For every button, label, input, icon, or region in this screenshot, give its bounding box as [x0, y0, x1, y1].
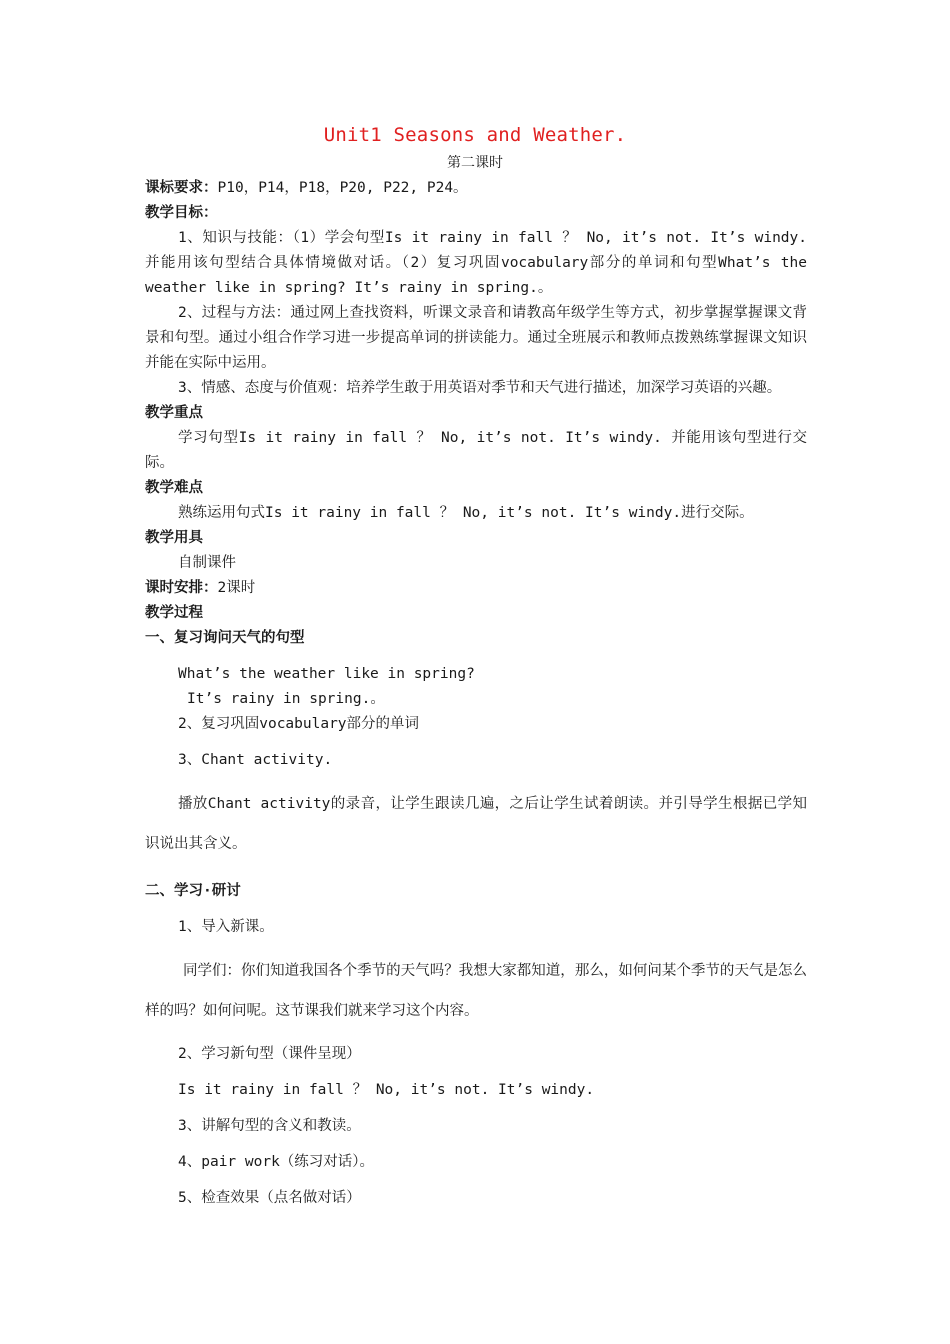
part2-item-4: 4、pair work（练习对话）。 — [178, 1154, 375, 1170]
objective-item-3: 3、情感、态度与价值观：培养学生敢于用英语对季节和天气进行描述，加深学习英语的兴趣。 — [178, 380, 782, 396]
objectives-heading: 教学目标： — [145, 205, 218, 221]
tools-heading: 教学用具 — [145, 530, 203, 546]
part2-heading: 二、学习·研讨 — [145, 883, 241, 899]
part1-item-3: 3、Chant activity. — [178, 752, 333, 768]
schedule-label: 课时安排： — [145, 580, 218, 596]
objective-item-1: 1、知识与技能：（1）学会句型Is it rainy in fall ？ No, it’s not. It’s windy.并能用该句型结合具体情境做对话。（2）复习巩固vocabulary部分的单词和句型What’s the weather like in spring? It’s rainy in spring.。 — [145, 230, 807, 296]
part2-item-2: 2、学习新句型（课件呈现） — [178, 1046, 361, 1062]
difficulties-heading: 教学难点 — [145, 480, 203, 496]
part2-item-5: 5、检查效果（点名做对话） — [178, 1190, 361, 1206]
document-title: Unit1 Seasons and Weather. — [323, 124, 627, 146]
part2-sentence: Is it rainy in fall ？ No, it’s not. It’s windy. — [178, 1082, 595, 1098]
part2-item-1: 1、导入新课。 — [178, 919, 274, 935]
objective-item-2: 2、过程与方法：通过网上查找资料，听课文录音和请教高年级学生等方式，初步掌握掌握课文背景和句型。通过小组合作学习进一步提高单词的拼读能力。通过全班展示和教师点拨熟练掌握课文知识并能在实际中运用。 — [145, 305, 807, 371]
schedule-line — [145, 576, 807, 601]
document-body — [145, 176, 807, 1211]
key-points-text: 学习句型Is it rainy in fall ？ No, it’s not. It’s windy. 并能用该句型进行交际。 — [145, 430, 807, 471]
part1-question: What’s the weather like in spring? — [178, 666, 475, 682]
key-points-heading: 教学重点 — [145, 405, 203, 421]
part1-answer: It’s rainy in spring.。 — [187, 691, 385, 707]
requirements-value: P10，P14，P18，P20, P22, P24。 — [217, 180, 468, 196]
document-subtitle: 第二课时 — [447, 155, 503, 171]
tools-text: 自制课件 — [178, 555, 236, 571]
requirements-label: 课标要求： — [145, 180, 218, 196]
part1-item-2: 2、复习巩固vocabulary部分的单词 — [178, 716, 420, 732]
part2-intro-paragraph: 同学们：你们知道我国各个季节的天气吗？我想大家都知道，那么，如何问某个季节的天气是怎么样的吗？如何问呢。这节课我们就来学习这个内容。 — [145, 963, 807, 1019]
difficulties-text: 熟练运用句式Is it rainy in fall ？ No, it’s not. It’s windy.进行交际。 — [178, 505, 754, 521]
part1-heading: 一、复习询问天气的句型 — [145, 630, 305, 646]
requirements-line — [145, 176, 807, 201]
part2-item-3: 3、讲解句型的含义和教读。 — [178, 1118, 361, 1134]
process-heading: 教学过程 — [145, 605, 203, 621]
part1-chant-paragraph: 播放Chant activity的录音，让学生跟读几遍，之后让学生试着朗读。并引导学生根据已学知识说出其含义。 — [145, 796, 807, 852]
schedule-value: 2课时 — [217, 580, 256, 596]
